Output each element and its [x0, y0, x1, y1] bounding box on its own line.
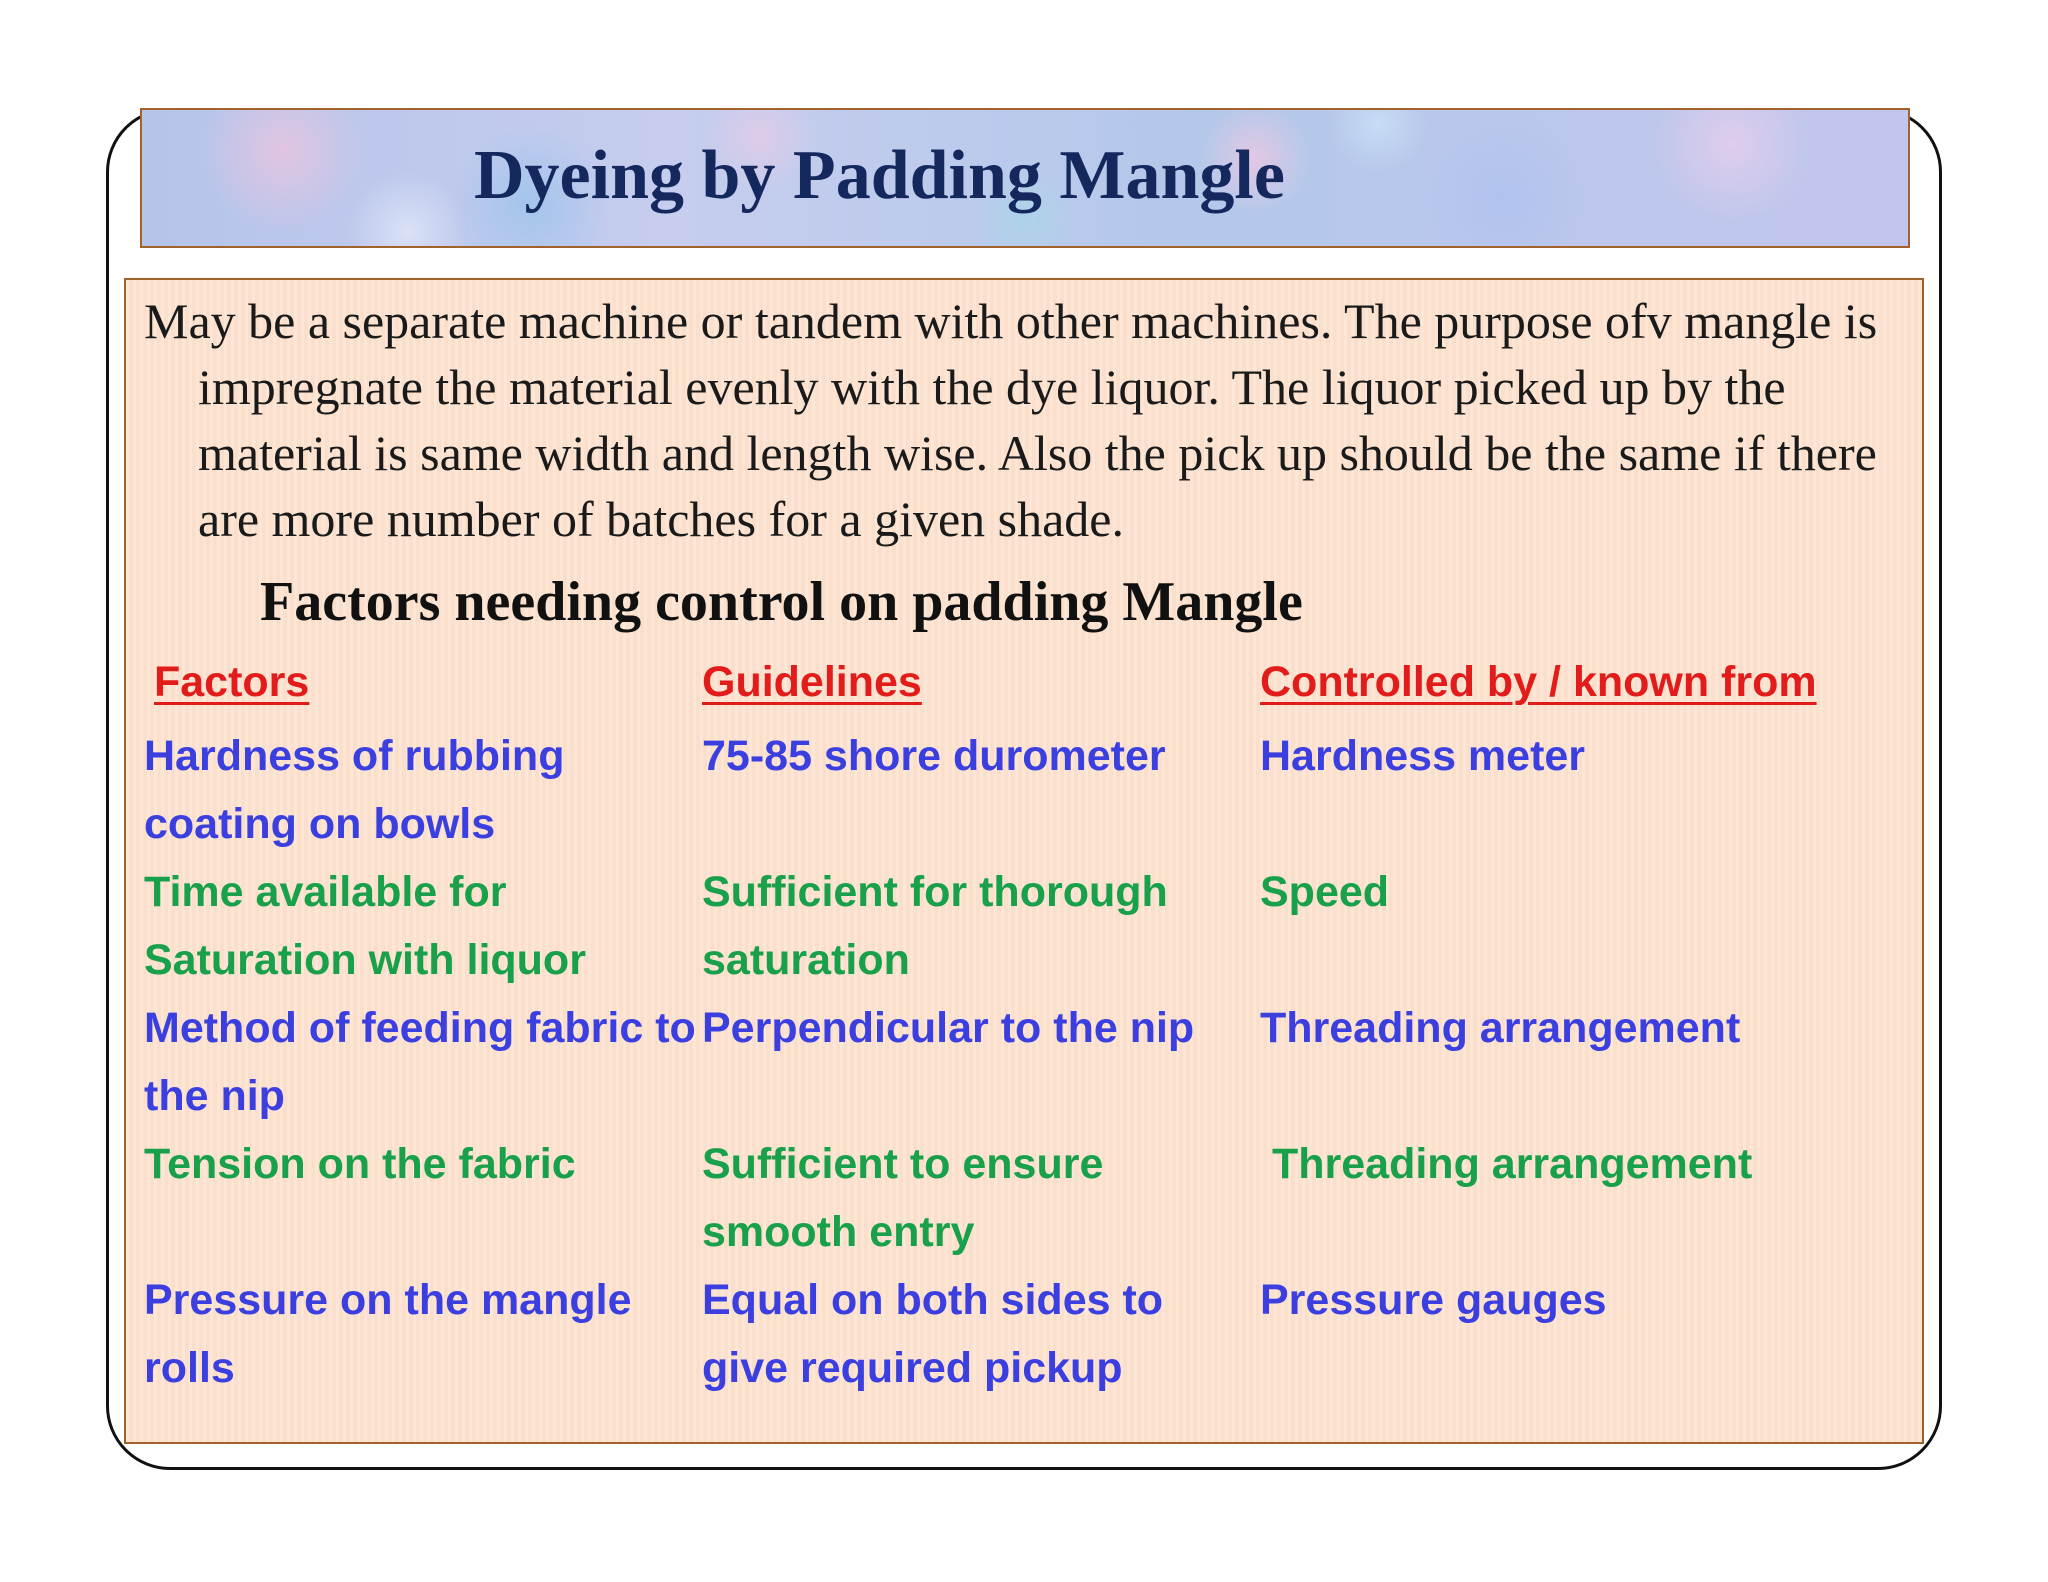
- factor-cell: Hardness of rubbing coating on bowls: [144, 732, 565, 848]
- guideline-cell: Sufficient for thorough saturation: [702, 868, 1168, 984]
- controlled-by-cell: Speed: [1260, 868, 1390, 916]
- guideline-cell: Equal on both sides to give required pickup: [702, 1276, 1164, 1392]
- section-heading: Factors needing control on padding Mangle: [260, 571, 1303, 633]
- table-row: [144, 1266, 1884, 1402]
- factor-cell: Pressure on the mangle rolls: [144, 1276, 632, 1392]
- header-guidelines-label: Guidelines: [702, 658, 922, 706]
- table-row: [144, 858, 1884, 994]
- controlled-by-cell: Pressure gauges: [1260, 1276, 1607, 1324]
- table-row: [144, 1130, 1884, 1266]
- guideline-cell: Sufficient to ensure smooth entry: [702, 1140, 1104, 1256]
- slide-title: Dyeing by Padding Mangle: [474, 137, 1285, 214]
- table-header: [144, 648, 1884, 722]
- controlled-by-cell: Threading arrangement: [1272, 1140, 1753, 1188]
- header-controlled-by: [1260, 648, 1884, 722]
- header-controlled-by-label: Controlled by / known from: [1260, 658, 1817, 706]
- factors-table: [144, 648, 1884, 1402]
- factor-cell: Method of feeding fabric to the nip: [144, 1004, 696, 1120]
- header-factors-label: Factors: [154, 658, 310, 706]
- factor-cell: Tension on the fabric: [144, 1140, 576, 1188]
- controlled-by-cell: Threading arrangement: [1260, 1004, 1741, 1052]
- header-factors: [144, 648, 702, 722]
- controlled-by-cell: Hardness meter: [1260, 732, 1586, 780]
- factor-cell: Time available for Saturation with liquor: [144, 868, 586, 984]
- guideline-cell: Perpendicular to the nip: [702, 1004, 1195, 1052]
- table-row: [144, 994, 1884, 1130]
- guideline-cell: 75-85 shore durometer: [702, 732, 1166, 780]
- table-row: [144, 722, 1884, 858]
- intro-paragraph: May be a separate machine or tandem with other machines. The purpose ofv mangle is impregnate the material evenly with the dye liquor. The liquor picked up by the material is same width and length wise. Also the pick up should be the same if there are more number of batches for a given shade.: [144, 293, 1878, 547]
- header-guidelines: [702, 648, 1260, 722]
